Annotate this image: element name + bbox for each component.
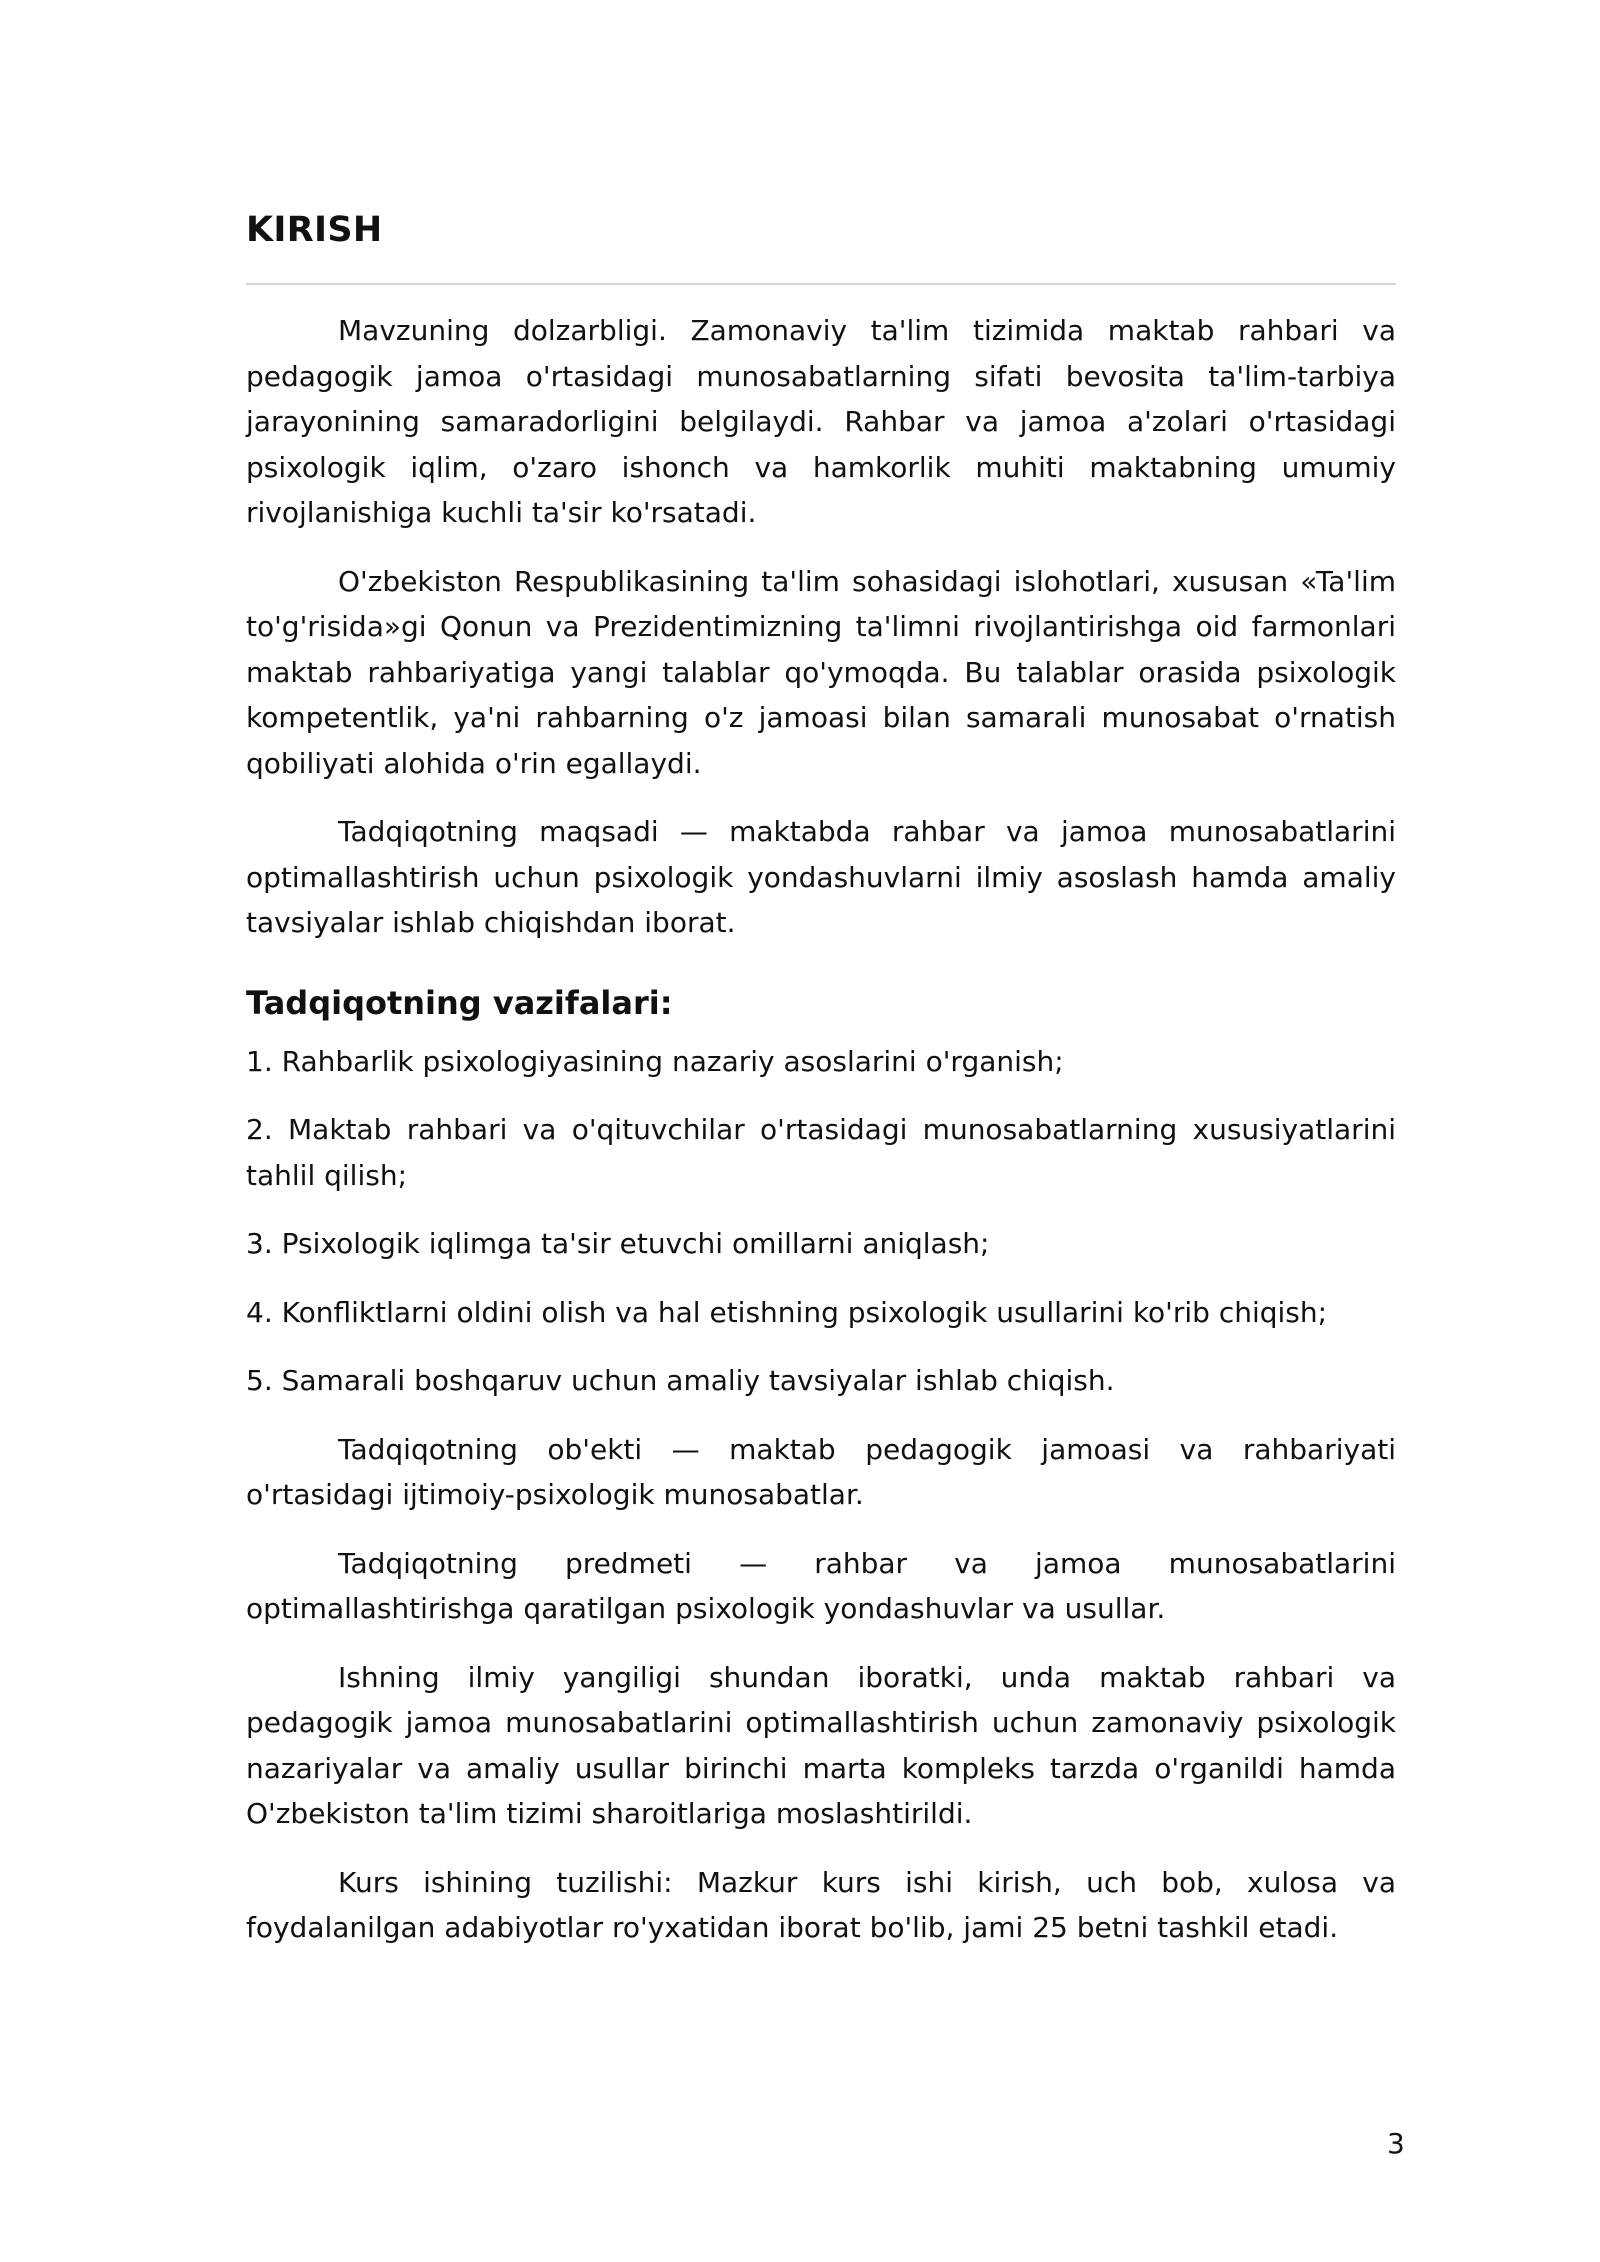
tasks-heading: Tadqiqotning vazifalari: [246,983,673,1022]
page-number: 3 [1387,2127,1405,2160]
heading-divider [246,283,1396,285]
section-heading: KIRISH [246,210,383,250]
list-item: 4. Konfliktlarni oldini olish va hal etishning psixologik usullarini ko'rib chiqish; [246,1295,1328,1329]
paragraph-subject: Tadqiqotning predmeti — rahbar va jamoa munosabatlarini optimallashtirishga qaratilgan psixologik yondashuvlar va usullar. [246,1546,1396,1625]
tasks-list [246,1039,1396,1404]
paragraph-object: Tadqiqotning ob'ekti — maktab pedagogik jamoasi va rahbariyati o'rtasidagi ijtimoiy-psixologik munosabatlar. [246,1432,1396,1511]
paragraph-relevance: Mavzuning dolzarbligi. Zamonaviy ta'lim tizimida maktab rahbari va pedagogik jamoa o'rtasidagi munosabatlarning sifati bevosita ta'lim-tarbiya jarayonining samaradorligini belgilaydi. Rahbar va jamoa a'zolari o'rtasidagi psixologik iqlim, o'zaro ishonch va hamkorlik muhiti maktabning umumiy rivojlanishiga kuchli ta'sir ko'rsatadi. [246,314,1396,529]
list-item: 3. Psixologik iqlimga ta'sir etuvchi omillarni aniqlash; [246,1227,990,1260]
paragraph-reforms: O'zbekiston Respublikasining ta'lim sohasidagi islohotlari, xususan «Ta'lim to'g'risida»gi Qonun va Prezidentimizning ta'limni rivojlantirishga oid farmonlari maktab rahbariyatiga yangi talablar qo'ymoqda. Bu talablar orasida psixologik kompetentlik, ya'ni rahbarning o'z jamoasi bilan samarali munosabat o'rnatish qobiliyati alohida o'rin egallaydi. [246,564,1396,780]
list-item: 1. Rahbarlik psixologiyasining nazariy asoslarini o'rganish; [246,1044,1064,1078]
paragraph-novelty: Ishning ilmiy yangiligi shundan iboratki, unda maktab rahbari va pedagogik jamoa munosabatlarini optimallashtirish uchun zamonaviy psixologik nazariyalar va amaliy usullar birinchi marta kompleks tarzda o'rganildi hamda O'zbekiston ta'lim tizimi sharoitlariga moslashtirildi. [246,1660,1396,1830]
paragraph-goal: Tadqiqotning maqsadi — maktabda rahbar va jamoa munosabatlarini optimallashtirish uchun psixologik yondashuvlarni ilmiy asoslash hamda amaliy tavsiyalar ishlab chiqishdan iborat. [246,815,1396,939]
paragraph-structure: Kurs ishining tuzilishi: Mazkur kurs ishi kirish, uch bob, xulosa va foydalanilgan adabiyotlar ro'yxatidan iborat bo'lib, jami 25 betni tashkil etadi. [246,1865,1396,1944]
list-item: 5. Samarali boshqaruv uchun amaliy tavsiyalar ishlab chiqish. [246,1364,1115,1397]
list-item: 2. Maktab rahbari va o'qituvchilar o'rtasidagi munosabatlarning xususiyatlarini tahlil qilish; [246,1113,1396,1192]
document-body [246,308,1396,1974]
